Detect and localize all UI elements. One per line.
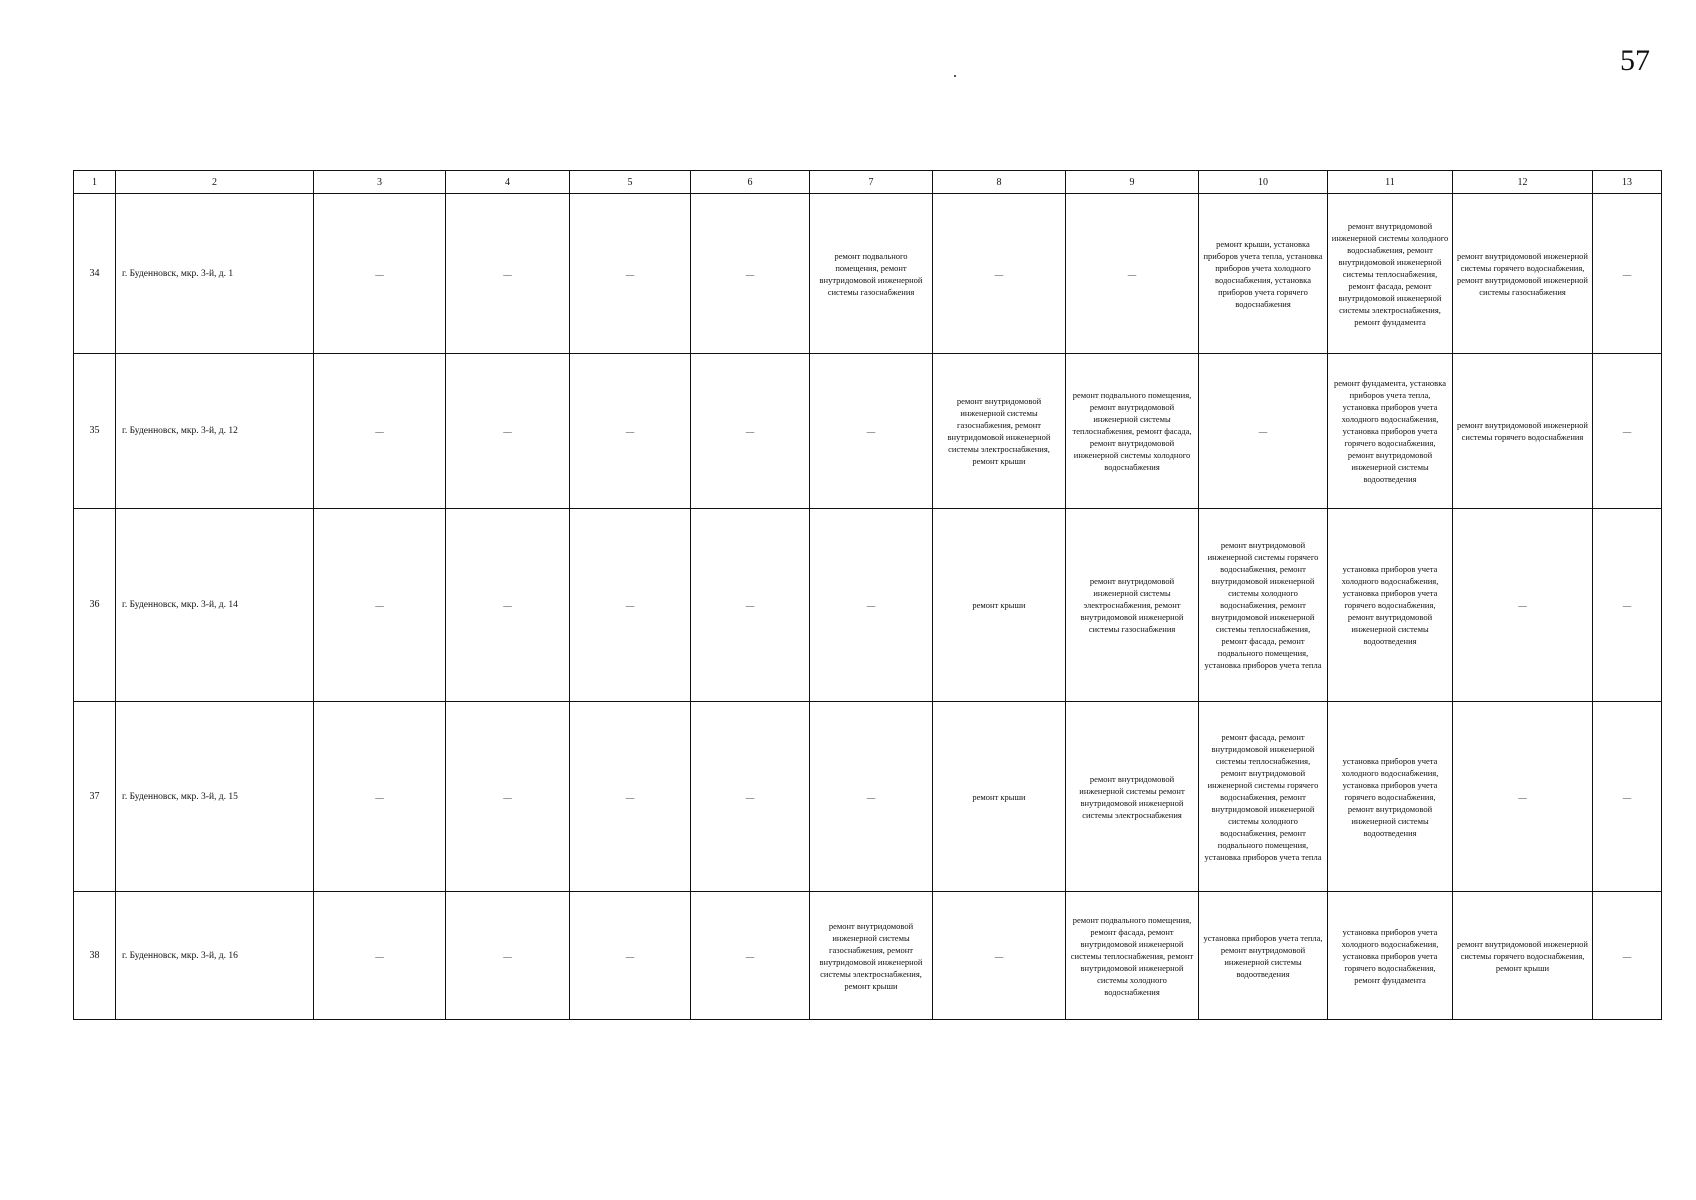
table-cell: установка приборов учета холодного водоснабжения, установка приборов учета горячего водоснабжения, ремонт фундамента: [1328, 892, 1453, 1020]
column-header: 12: [1453, 171, 1593, 194]
table-cell: —: [570, 194, 691, 354]
table-cell: —: [446, 354, 570, 509]
table-cell: ремонт подвального помещения, ремонт фасада, ремонт внутридомовой инженерной системы теплоснабжения, ремонт внутридомовой инженерной системы холодного водоснабжения: [1066, 892, 1199, 1020]
table-cell: ремонт внутридомовой инженерной системы горячего водоснабжения, ремонт внутридомовой инженерной системы холодного водоснабжения, ремонт внутридомовой инженерной системы теплоснабжения, ремонт фасада, ремонт подвального помещения, установка приборов учета тепла: [1199, 509, 1328, 702]
table-cell: —: [691, 509, 810, 702]
row-address: г. Буденновск, мкр. 3-й, д. 14: [116, 509, 314, 702]
table-cell: —: [810, 509, 933, 702]
table-cell: —: [810, 354, 933, 509]
table-cell: ремонт крыши: [933, 509, 1066, 702]
table-cell: —: [1453, 509, 1593, 702]
table-cell: ремонт внутридомовой инженерной системы ремонт внутридомовой инженерной системы электроснабжения: [1066, 702, 1199, 892]
row-number: 34: [74, 194, 116, 354]
table-row: [74, 509, 1662, 702]
table-cell: ремонт внутридомовой инженерной системы горячего водоснабжения, ремонт внутридомовой инженерной системы газоснабжения: [1453, 194, 1593, 354]
table-cell: ремонт подвального помещения, ремонт внутридомовой инженерной системы теплоснабжения, ремонт фасада, ремонт внутридомовой инженерной системы холодного водоснабжения: [1066, 354, 1199, 509]
table-cell: ремонт подвального помещения, ремонт внутридомовой инженерной системы газоснабжения: [810, 194, 933, 354]
column-number-row: [74, 171, 1662, 194]
table-cell: —: [810, 702, 933, 892]
table-cell: ремонт фасада, ремонт внутридомовой инженерной системы теплоснабжения, ремонт внутридомовой инженерной системы горячего водоснабжения, ремонт внутридомовой инженерной системы холодного водоснабжения, ремонт подвального помещения, установка приборов учета тепла: [1199, 702, 1328, 892]
table-cell: —: [446, 194, 570, 354]
table-cell: ремонт внутридомовой инженерной системы газоснабжения, ремонт внутридомовой инженерной системы электроснабжения, ремонт крыши: [933, 354, 1066, 509]
column-header: 10: [1199, 171, 1328, 194]
table-cell: —: [691, 892, 810, 1020]
table-row: [74, 194, 1662, 354]
column-header: 11: [1328, 171, 1453, 194]
table-cell: —: [1593, 194, 1662, 354]
table-cell: —: [314, 702, 446, 892]
table-cell: —: [691, 354, 810, 509]
table-cell: —: [446, 702, 570, 892]
table-cell: —: [570, 509, 691, 702]
column-header: 4: [446, 171, 570, 194]
table-cell: —: [570, 892, 691, 1020]
repair-schedule-table: [73, 170, 1662, 1020]
row-number: 37: [74, 702, 116, 892]
table-cell: ремонт внутридомовой инженерной системы газоснабжения, ремонт внутридомовой инженерной системы электроснабжения, ремонт крыши: [810, 892, 933, 1020]
column-header: 1: [74, 171, 116, 194]
table-cell: —: [933, 892, 1066, 1020]
row-address: г. Буденновск, мкр. 3-й, д. 16: [116, 892, 314, 1020]
table-cell: —: [570, 354, 691, 509]
table-cell: —: [314, 354, 446, 509]
table-body: [74, 194, 1662, 1020]
table-cell: —: [1593, 509, 1662, 702]
table-cell: —: [314, 509, 446, 702]
row-number: 35: [74, 354, 116, 509]
table-cell: —: [1453, 702, 1593, 892]
column-header: 13: [1593, 171, 1662, 194]
table-row: [74, 892, 1662, 1020]
table-cell: установка приборов учета холодного водоснабжения, установка приборов учета горячего водоснабжения, ремонт внутридомовой инженерной системы водоотведения: [1328, 509, 1453, 702]
row-address: г. Буденновск, мкр. 3-й, д. 15: [116, 702, 314, 892]
table-cell: —: [446, 509, 570, 702]
table-cell: ремонт внутридомовой инженерной системы холодного водоснабжения, ремонт внутридомовой инженерной системы теплоснабжения, ремонт фасада, ремонт внутридомовой инженерной системы электроснабжения, ремонт фундамента: [1328, 194, 1453, 354]
table-cell: —: [570, 702, 691, 892]
table-cell: ремонт фундамента, установка приборов учета тепла, установка приборов учета холодного водоснабжения, установка приборов учета горячего водоснабжения, ремонт внутридомовой инженерной системы водоотведения: [1328, 354, 1453, 509]
column-header: 7: [810, 171, 933, 194]
table-cell: —: [1593, 892, 1662, 1020]
column-header: 2: [116, 171, 314, 194]
table-cell: ремонт крыши: [933, 702, 1066, 892]
table-cell: —: [691, 194, 810, 354]
table-cell: —: [933, 194, 1066, 354]
table-cell: установка приборов учета тепла, ремонт внутридомовой инженерной системы водоотведения: [1199, 892, 1328, 1020]
column-header: 9: [1066, 171, 1199, 194]
row-address: г. Буденновск, мкр. 3-й, д. 1: [116, 194, 314, 354]
row-address: г. Буденновск, мкр. 3-й, д. 12: [116, 354, 314, 509]
table-cell: —: [1593, 702, 1662, 892]
column-header: 6: [691, 171, 810, 194]
table-cell: ремонт крыши, установка приборов учета тепла, установка приборов учета холодного водоснабжения, установка приборов учета горячего водоснабжения: [1199, 194, 1328, 354]
table-cell: установка приборов учета холодного водоснабжения, установка приборов учета горячего водоснабжения, ремонт внутридомовой инженерной системы водоотведения: [1328, 702, 1453, 892]
row-number: 38: [74, 892, 116, 1020]
scan-speck: [954, 75, 956, 77]
row-number: 36: [74, 509, 116, 702]
table-row: [74, 354, 1662, 509]
table-cell: —: [1199, 354, 1328, 509]
table-cell: —: [691, 702, 810, 892]
column-header: 5: [570, 171, 691, 194]
table-cell: ремонт внутридомовой инженерной системы горячего водоснабжения, ремонт крыши: [1453, 892, 1593, 1020]
table-cell: —: [1066, 194, 1199, 354]
table-cell: —: [314, 892, 446, 1020]
column-header: 3: [314, 171, 446, 194]
table-cell: ремонт внутридомовой инженерной системы горячего водоснабжения: [1453, 354, 1593, 509]
repair-schedule-table-container: [73, 170, 1661, 1020]
table-cell: —: [446, 892, 570, 1020]
page-number: 57: [1620, 44, 1650, 77]
column-header: 8: [933, 171, 1066, 194]
table-cell: ремонт внутридомовой инженерной системы электроснабжения, ремонт внутридомовой инженерной системы газоснабжения: [1066, 509, 1199, 702]
table-cell: —: [1593, 354, 1662, 509]
table-cell: —: [314, 194, 446, 354]
table-row: [74, 702, 1662, 892]
